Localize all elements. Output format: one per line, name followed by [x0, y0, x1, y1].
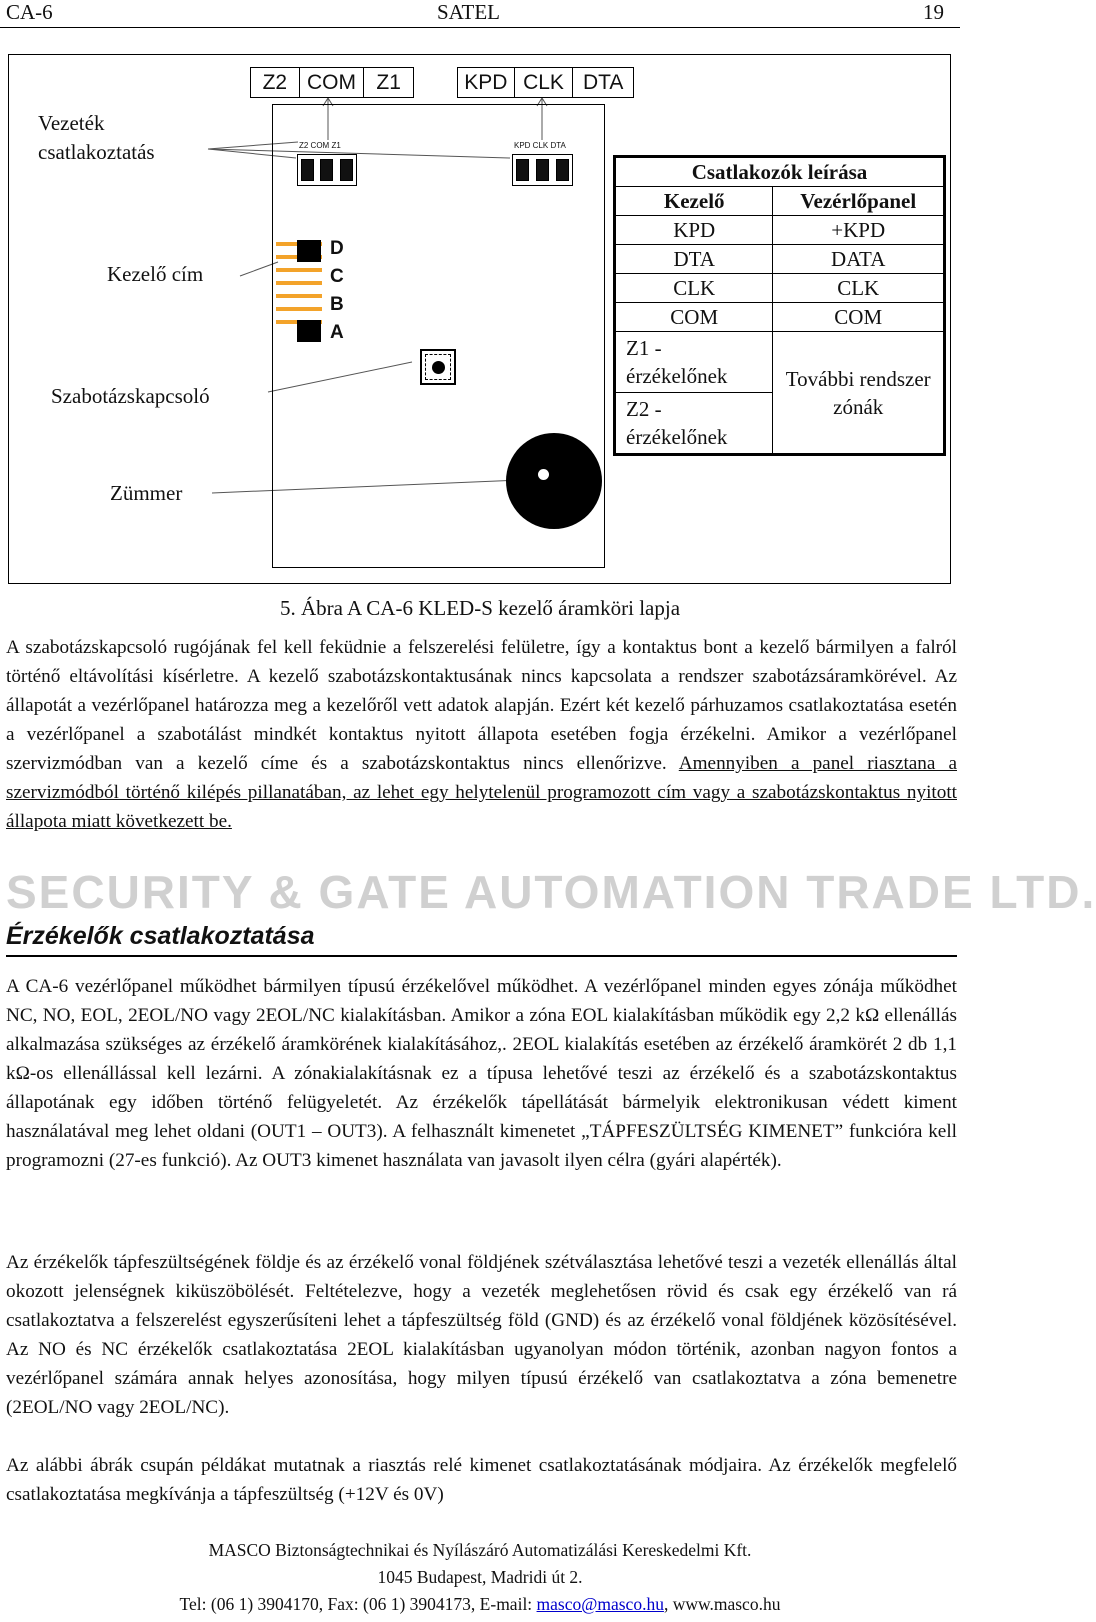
footer-phone: Tel: (06 1) 3904170, Fax: (06 1) 3904173, E-mail:	[179, 1594, 537, 1614]
table-title: Csatlakozók leírása	[616, 158, 944, 187]
table-cell: CLK	[616, 274, 773, 303]
table-cell: DTA	[616, 245, 773, 274]
section-heading: Érzékelők csatlakoztatása	[6, 922, 315, 950]
table-cell: DATA	[773, 245, 944, 274]
callout-buzzer: Zümmer	[110, 481, 183, 505]
terminal-clk	[536, 159, 549, 181]
pin-dta: DTA	[572, 68, 633, 97]
address-label-a: A	[330, 322, 344, 343]
header-doc-name: CA-6	[6, 0, 53, 24]
paragraph-tamper	[6, 633, 957, 836]
paragraph-detectors: A CA-6 vezérlőpanel működhet bármilyen típusú érzékelővel működhet. A vezérlőpanel minden egyes zónája működhet NC, NO, EOL, 2EOL/NO vagy 2EOL/NC kialakításban. Amikor a zóna EOL kialakításban működik egy 2,2 kΩ ellenállás alkalmazása szükséges az érzékelő áramkörének kialakításához,. 2EOL kialakítás esetében az érzékelő áramkörét 2 db 1,1 kΩ-os ellenállással kell lezárni. A zónakialakításnak ez a típusa lehetővé teszi az érzékelő és a szabotázskontaktus állapotának egy időben történő felügyeletét. Az érzékelők tápellátását bármelyik elektronikusan védett kiment használatával meg lehet oldani (OUT1 – OUT3). A felhasznált kimenetet „TÁPFESZÜLTSÉG KIMENET” funkcióra kell programozni (27-es funkció). Az OUT3 kimenet használata van javasolt ilyen célra (gyári alapérték).	[6, 976, 957, 1171]
footer-website: , www.masco.hu	[663, 1594, 781, 1614]
buzzer-icon	[506, 433, 602, 529]
table-header-keypad: Kezelő	[616, 187, 773, 216]
table-cell: COM	[616, 303, 773, 332]
footer-company: MASCO Biztonságtechnikai és Nyílászáró Automatizálási Kereskedelmi Kft.	[208, 1540, 752, 1560]
callout-wire-line2: csatlakoztatás	[38, 140, 155, 164]
terminal-z2	[301, 159, 314, 181]
pin-z1: Z1	[363, 68, 413, 97]
callout-tamper-switch: Szabotázskapcsoló	[51, 384, 210, 408]
terminal-z1	[340, 159, 353, 181]
pin-z2: Z2	[262, 71, 288, 94]
footer-contact	[0, 1591, 960, 1618]
table-cell-z1: Z1 - érzékelőnek	[616, 332, 773, 393]
paragraph-examples: Az alábbi ábrák csupán példákat mutatnak a riasztás relé kimenet csatlakoztatásának módjaira. Az érzékelők megfelelő csatlakoztatása megkívánja a tápfeszültség (+12V és 0V)	[6, 1455, 957, 1505]
tamper-switch-icon	[420, 349, 456, 385]
pin-kpd: KPD	[464, 71, 508, 94]
terminal-kpd	[516, 159, 529, 181]
watermark-text: SECURITY & GATE AUTOMATION TRADE LTD.	[6, 866, 1096, 918]
terminal-com	[320, 159, 333, 181]
jumper-a	[297, 320, 321, 342]
paragraph-underlined-text: Amennyiben a panel riasztana a szervizmódból történő kilépés pillanatában, az lehet egy helytelenül programozott cím vagy a szabotázskontaktus nyitott állapota miatt következett be.	[6, 753, 958, 832]
paragraph-ground-separation: Az érzékelők tápfeszültségének földje és az érzékelő vonal földjének szétválasztása lehetővé teszi a vezeték ellenállás által okozott jelenségnek kiküszöbölését. Feltételezve, hogy a vezeték meglehetősen rövid és csak egy érzékelő van rá csatlakoztatva a felszerelést egyszerűsíteni lehet a tápfeszültség föld (GND) és az érzékelő vonal földjének közösítésével. Az NO és NC érzékelők csatlakoztatása 2EOL kialakításban ugyanolyan módon történik, azonban nagyon fontos a vezérlőpanel számára annak helyes azonosítása, hogy milyen típusú érzékelő van csatlakoztatva a zóna bemenetre (2EOL/NO vagy 2EOL/NC).	[6, 1252, 957, 1418]
table-cell: +KPD	[773, 216, 944, 245]
connector-label-right	[457, 67, 634, 98]
heading-rule	[6, 955, 957, 957]
address-label-b: B	[330, 294, 344, 315]
board-connector-right	[512, 154, 573, 186]
footer-address: 1045 Budapest, Madridi út 2.	[377, 1567, 583, 1587]
address-pin-row	[276, 307, 322, 311]
table-cell-z2: Z2 - érzékelőnek	[616, 393, 773, 454]
table-cell: KPD	[616, 216, 773, 245]
jumper-d	[297, 240, 321, 262]
connector-description-table	[613, 155, 946, 456]
table-header-panel: Vezérlőpanel	[773, 187, 944, 216]
figure-caption: 5. Ábra A CA-6 KLED-S kezelő áramköri lapja	[279, 596, 681, 620]
address-label-d: D	[330, 238, 344, 259]
address-pin-row	[276, 268, 322, 272]
callout-wire-line1: Vezeték	[38, 111, 105, 135]
callout-wire-connection	[38, 109, 155, 167]
header-page-number: 19	[923, 0, 944, 24]
pin-clk: CLK	[514, 68, 573, 97]
connector-label-left	[250, 67, 414, 98]
address-label-c: C	[330, 266, 344, 287]
pin-com: COM	[299, 68, 364, 97]
terminal-dta	[556, 159, 569, 181]
callout-keypad-address: Kezelő cím	[107, 262, 204, 286]
board-connector-left	[297, 154, 357, 186]
board-connector-right-label: KPD CLK DTA	[514, 141, 566, 150]
table-cell: CLK	[773, 274, 944, 303]
board-connector-left-label: Z2 COM Z1	[299, 141, 341, 150]
address-pin-row	[276, 294, 322, 298]
address-pin-row	[276, 281, 322, 285]
paragraph-text: A szabotázskapcsoló rugójának fel kell feküdnie a felszerelési felületre, így a kontaktus bont a kezelő bármilyen a falról történő eltávolítási kísérletre. A kezelő szabotázskontaktusának nincs kapcsolata a rendszer szabotázsáramkörével. Az állapotát a vezérlőpanel határozza meg a kezelőről vett adatok alapján. Ezért két kezelő párhuzamos csatlakoztatása esetén a vezérlőpanel a szabotálást mindkét kontaktus nyitott állapota esetében fogja érzékelni. Amikor a vezérlőpanel szervizmódban van a kezelő címe és a szabotázskontaktus nincs ellenőrizve.	[6, 637, 957, 774]
header-brand: SATEL	[437, 0, 500, 24]
table-cell: COM	[773, 303, 944, 332]
table-cell-zones: További rendszer zónák	[773, 332, 944, 454]
footer-email-link[interactable]: masco@masco.hu	[536, 1594, 664, 1614]
